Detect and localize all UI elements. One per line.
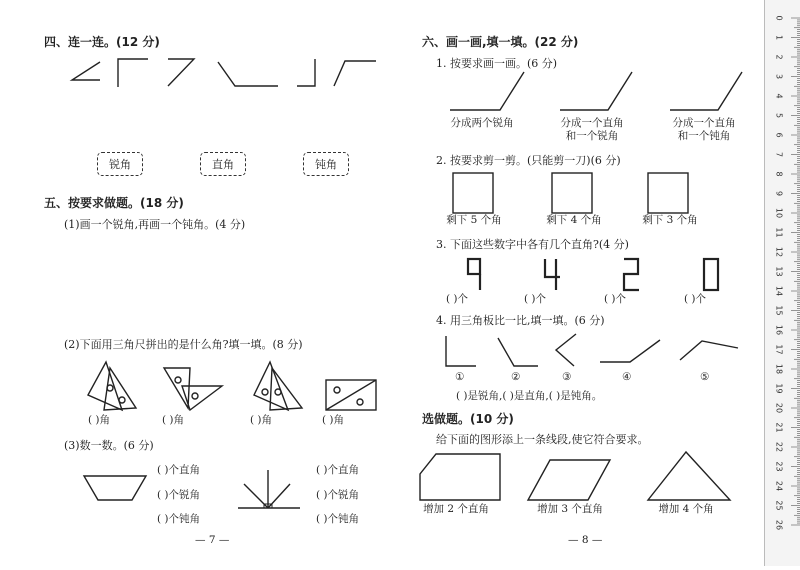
s6-q1: 1. 按要求画一画。(6 分) [436,57,558,70]
ruler-number: 15 [774,305,784,316]
page-number-right: — 8 — [568,534,603,546]
s6-q1-cap-1: 分成两个锐角 [450,117,514,129]
s4-angles [72,59,376,87]
s4-angle-6 [334,61,376,86]
ruler-number: 16 [774,324,784,336]
fan-right-count[interactable]: ( )个直角 [316,464,360,476]
ruler-number: 21 [774,422,784,433]
digit-9-blank[interactable]: ( )个 [446,293,469,305]
trap-right-count[interactable]: ( )个直角 [157,464,201,476]
choice-cap-1: 增加 2 个直角 [423,503,489,515]
s4-angle-4 [218,62,278,86]
s5-q1: (1)画一个锐角,再画一个钝角。(4 分) [64,218,246,231]
trap-obtuse-count[interactable]: ( )个钝角 [157,513,201,525]
s4-angle-1 [72,62,100,80]
ruler-number: 3 [774,73,784,80]
ruler-number: 24 [774,480,784,492]
s5-q2-blank-3[interactable]: ( )角 [250,414,273,426]
s4-angle-5 [297,59,315,86]
s4-angle-2 [118,59,148,87]
ruler-number: 5 [774,112,784,119]
angle-num-5: ⑤ [700,371,710,383]
ruler-number: 19 [774,383,784,394]
q4-angle-1 [446,336,476,366]
digit-4-blank[interactable]: ( )个 [524,293,547,305]
q1-angle-2 [560,72,632,110]
digit-2-blank[interactable]: ( )个 [604,293,627,305]
angle-num-1: ① [455,371,465,383]
choice-shape-3 [648,452,730,500]
ruler-number: 23 [774,461,784,472]
section-6-title: 六、画一画,填一填。(22 分) [422,35,579,49]
section-4-title: 四、连一连。(12 分) [44,35,160,49]
ruler-number: 11 [774,227,784,238]
s6-q4: 4. 用三角板比一比,填一填。(6 分) [436,314,605,327]
q2-square-3 [648,173,688,213]
ruler-number: 17 [774,344,784,355]
q2-square-1 [453,173,493,213]
fan-obtuse-count[interactable]: ( )个钝角 [316,513,360,525]
angle-num-3: ③ [562,371,572,383]
ruler-number: 20 [774,402,784,414]
s5-q2-blank-1[interactable]: ( )角 [88,414,111,426]
digit-2-shape [624,259,639,290]
s6-q2: 2. 按要求剪一剪。(只能剪一刀)(6 分) [436,154,621,167]
choice-shape-2 [528,460,610,500]
label-obtuse-angle: 钝角 [303,152,349,176]
s5-q2-blank-4[interactable]: ( )角 [322,414,345,426]
trap-acute-count[interactable]: ( )个锐角 [157,489,201,501]
choice-cap-2: 增加 3 个直角 [537,503,603,515]
ruler-figure-4 [326,380,376,410]
q4-angle-5 [680,341,738,360]
ruler-number: 9 [774,190,784,197]
page-number-left: — 7 — [195,534,230,546]
ruler-figure-1 [88,362,136,410]
ruler-number: 14 [774,285,784,297]
trapezoid-shape [84,476,146,500]
q1-angle-1 [450,72,524,110]
choice-desc: 给下面的图形添上一条线段,使它符合要求。 [436,433,649,446]
choice-title: 选做题。(10 分) [422,412,514,426]
ruler-number: 7 [774,151,784,158]
q4-angle-4 [600,340,660,362]
ruler-number: 1 [774,34,784,41]
fan-acute-count[interactable]: ( )个锐角 [316,489,360,501]
angle-num-2: ② [511,371,521,383]
ruler-number: 4 [774,93,784,99]
s4-angle-3 [168,59,194,86]
ruler-number: 8 [774,171,784,177]
label-acute-angle: 锐角 [97,152,143,176]
ruler-number: 6 [774,132,784,138]
ruler-number: 26 [774,519,784,531]
ruler-figure-3 [254,362,302,410]
s6-q2-cap-3: 剩下 3 个角 [642,214,698,226]
choice-cap-3: 增加 4 个角 [658,503,714,515]
digit-4-shape [545,259,560,290]
s6-q3: 3. 下面这些数字中各有几个直角?(4 分) [436,238,629,251]
s5-q2: (2)下面用三角尺拼出的是什么角?填一填。(8 分) [64,338,303,351]
section-5-title: 五、按要求做题。(18 分) [44,196,184,210]
ruler-number: 25 [774,500,784,511]
q4-angle-2 [498,338,538,366]
side-ruler [764,0,800,566]
fan-angle-shape [238,470,300,508]
s6-q2-cap-1: 剩下 5 个角 [446,214,502,226]
q1-angle-3 [670,72,742,110]
s6-q4-fill[interactable]: ( )是锐角,( )是直角,( )是钝角。 [456,390,603,402]
digit-0-blank[interactable]: ( )个 [684,293,707,305]
q4-angle-3 [556,334,576,366]
digit-9-shape [468,259,480,290]
angle-num-4: ④ [622,371,632,383]
s5-q2-blank-2[interactable]: ( )角 [162,414,185,426]
s6-q1-cap-3: 分成一个直角 和一个钝角 [672,117,736,142]
s5-q3: (3)数一数。(6 分) [64,439,154,452]
choice-shape-1 [420,454,500,500]
ruler-number: 13 [774,266,784,277]
ruler-number: 12 [774,246,784,258]
s6-q2-cap-2: 剩下 4 个角 [546,214,602,226]
s6-q1-cap-2: 分成一个直角 和一个锐角 [560,117,624,142]
ruler-number: 18 [774,363,784,375]
ruler-number: 10 [774,207,784,219]
ruler-ticks [765,0,800,566]
digit-0-shape [704,259,718,290]
label-right-angle: 直角 [200,152,246,176]
q2-square-2 [552,173,592,213]
ruler-number: 0 [774,15,784,21]
ruler-figure-2 [164,368,222,410]
ruler-number: 2 [774,54,784,60]
ruler-number: 22 [774,441,784,453]
